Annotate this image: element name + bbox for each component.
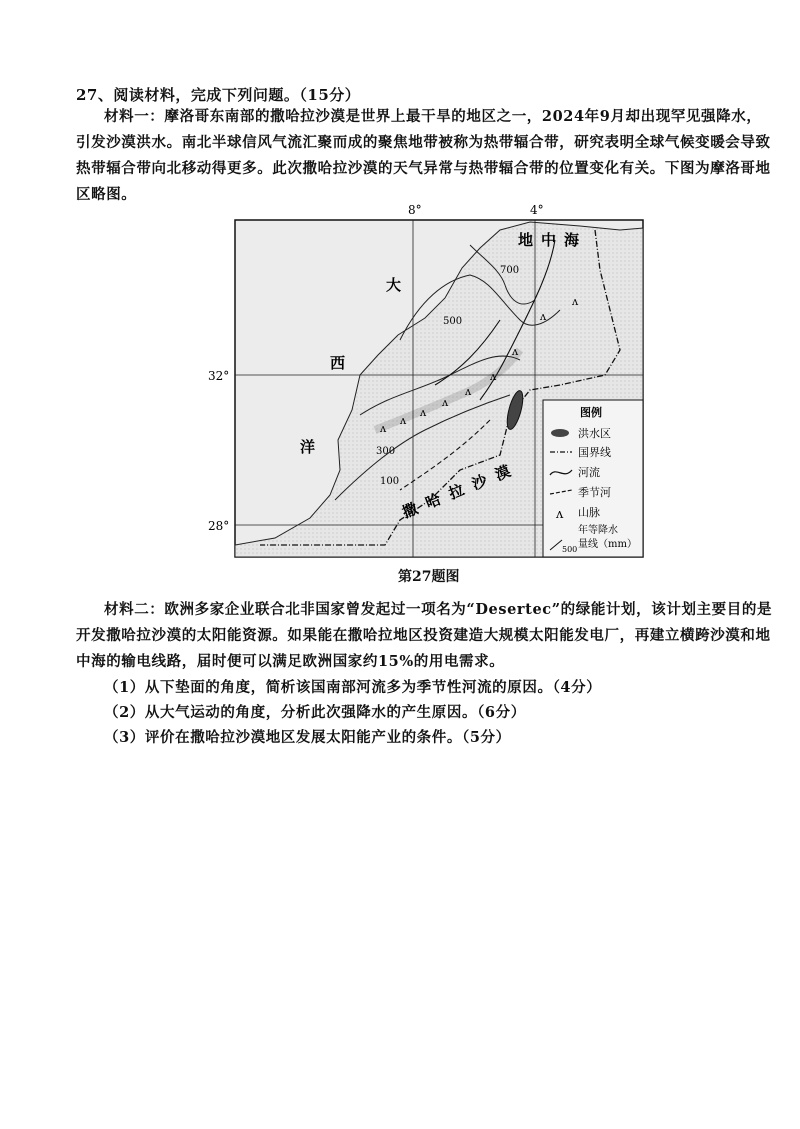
morocco-map [200,200,650,570]
mountain-icon: ʌ [442,396,449,409]
material-two: 材料二：欧洲多家企业联合北非国家曾发起过一项名为“Desertec”的绿能计划，该计划主要目的是开发撒哈拉沙漠的太阳能资源。如果能在撒哈拉地区投资建造大规模太阳能发电厂，再建立横跨沙漠和地中海的输电线路，届时便可以满足欧洲国家约15%的用电需求。 [76,601,773,670]
svg-text:ʌ: ʌ [556,507,564,522]
mountain-icon: ʌ [572,295,579,308]
mountain-icon: ʌ [380,422,387,435]
mountain-icon: ʌ [420,406,427,419]
svg-text:洪水区: 洪水区 [578,427,611,440]
isohyet-label: 100 [380,476,400,487]
mountain-icon: ʌ [512,345,519,358]
svg-text:河流: 河流 [578,466,600,479]
material-one: 材料一：摩洛哥东南部的撒哈拉沙漠是世界上最干旱的地区之一，2024年9月却出现罕见强降水，引发沙漠洪水。南北半球信风气流汇聚而成的聚焦地带被称为热带辐合带，研究表明全球气候变暖会导致热带辐合带向北移动得更多。此次撒哈拉沙漠的天气异常与热带辐合带的位置变化有关。下图为摩洛哥地区略图。 [76,108,771,203]
sub-question-1: （1）从下垫面的角度，简析该国南部河流多为季节性河流的原因。（4分） [104,679,602,696]
svg-text:山脉: 山脉 [578,506,600,519]
ocean-char: 西 [330,354,346,372]
sea-label: 地中海 [518,231,588,249]
isohyet-label: 500 [443,316,463,327]
question-title: 27、阅读材料，完成下列问题。（15分） [76,86,361,104]
map-legend [543,400,643,557]
mountain-icon: ʌ [400,414,407,427]
sub-question-3: （3）评价在撒哈拉沙漠地区发展太阳能产业的条件。（5分） [104,729,511,746]
svg-text:国界线: 国界线 [578,446,611,459]
sub-question-2: （2）从大气运动的角度，分析此次强降水的产生原因。（6分） [104,704,526,721]
desert-label: 撒哈拉沙漠 [399,458,523,522]
figure-caption: 第27题图 [398,569,460,585]
lat-label: 28° [208,519,230,533]
ocean-char: 洋 [300,438,316,456]
lon-label: 4° [530,203,544,217]
isohyet-label: 300 [376,446,396,457]
svg-text:图例: 图例 [580,406,602,419]
ocean-char: 大 [386,276,402,294]
svg-text:季节河: 季节河 [578,486,611,499]
svg-text:年等降水: 年等降水 [578,525,618,536]
svg-text:量线（mm）: 量线（mm） [578,539,637,550]
mountain-icon: ʌ [490,370,497,383]
lat-label: 32° [208,369,230,383]
isohyet-label: 700 [500,265,520,276]
mountain-icon: ʌ [540,310,547,323]
svg-text:500: 500 [562,545,578,554]
lon-label: 8° [408,203,422,217]
mountain-icon: ʌ [465,385,472,398]
